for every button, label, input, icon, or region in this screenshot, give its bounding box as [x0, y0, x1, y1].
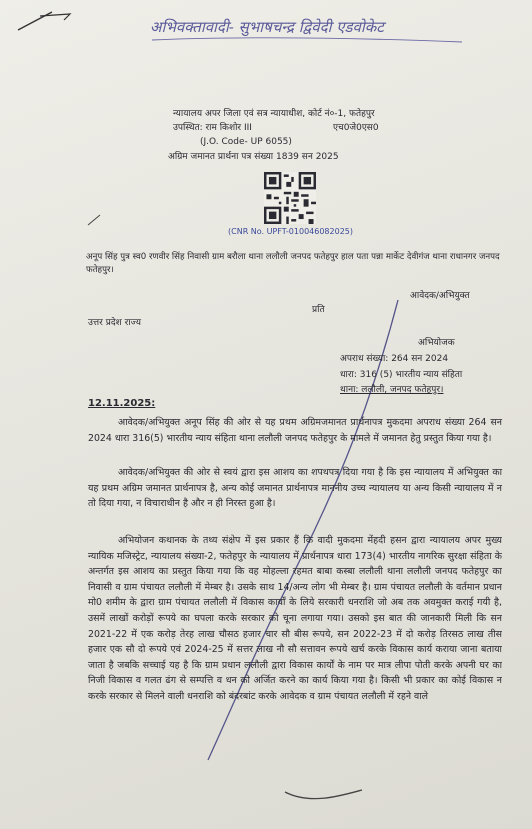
handwriting-underline: [152, 38, 462, 42]
versus-label: प्रति: [312, 305, 325, 315]
presiding-officer: उपस्थित: राम किशोर III: [173, 123, 252, 133]
qr-code: [262, 172, 318, 224]
order-date: 12.11.2025:: [88, 398, 156, 409]
police-station: थाना: ललौली, जनपद फतेहपुर।: [340, 385, 444, 395]
applicant-details: अनूप सिंह पुत्र स्व0 रणवीर सिंह निवासी ग्राम बरौला थाना ललौली जनपद फतेहपुर हाल पता पन्ना मार्केट देवीगंज थाना राधानगर जनपद फतेहपुर।: [86, 252, 500, 275]
crime-number: अपराध संख्या: 264 सन 2024: [340, 354, 449, 364]
advocate-handwritten-name: अभिवक्तावादी- सुभाषचन्द्र द्विवेदी एडवोकेट: [150, 18, 384, 36]
pen-arrow-mark: [40, 14, 70, 20]
bail-application-number: अग्रिम जमानत प्रार्थना पत्र संख्या 1839 सन 2025: [168, 152, 339, 162]
order-paragraph-1: आवेदक/अभियुक्त अनूप सिंह की ओर से यह प्रथम अग्रिमजमानत प्रार्थनापत्र मुकदमा अपराध संख्या 264 सन 2024 धारा 316(5) भारतीय न्याय संहिता थाना ललौली जनपद फतेहपुर के मामले में जमानत हेतु प्रस्तुत किया गया है।: [88, 417, 502, 444]
ej-code: एच0जे0एस0: [333, 123, 379, 133]
order-paragraph-3: अभियोजन कथानक के तथ्य संक्षेप में इस प्रकार हैं कि वादी मुकदमा मेंहदी हसन द्वारा न्यायालय अपर मुख्य न्यायिक मजिस्ट्रेट, न्यायालय संख्या-2, फतेहपुर के न्यायालय में प्रार्थनापत्र धारा 173(4) भारतीय नागरिक सुरक्षा संहिता के अन्तर्गत इस आशय का प्रस्तुत किया गया कि वह मोहल्ला रहमत बाबा कस्बा ललौली थाना ललौली जनपद फतेहपुर का निवासी व ग्राम पंचायत ललौली में मेम्बर है। उसके साथ 14/अन्य लोग भी मेम्बर है। ग्राम पंचायत ललौली के वर्तमान प्रधान मो0 शमीम के द्वारा ग्राम पंचायत ललौली में विकास कार्यों के लिये सरकारी धनराशि जो अब तक अवमुक्त कराई गयी है, उसमें लाखों करोड़ों रूपये का घपला करके सरकार को चूना लगाया गया। उसको इस बात की जानकारी मिली कि सन 2021-22 में एक करोड़ तेरह लाख चौसठ हजार चार सौ बीस रूपये, सन 2022-23 में दो करोड़ तिरसठ लाख तीस हजार एक सौ दो रूपये एवं 2024-25 में सत्तर लाख नौ सौ सत्तावन रूपये खर्च करके विकास कार्य कराया जाना बताया जाता है जबकि सच्चाई यह है कि ग्राम प्रधान ललौली द्वारा विकास कार्यों के नाम पर मात्र लीपा पोती करके अपनी घर का निजी विकास व गलत ढंग से सम्पत्ति व धन को अर्जित करने का कार्य किया गया है। किसी भी प्रकार का कोई विकास न करके सरकार से मिलने वाली धनराशि को बंदरबांट करके आवेदक व ग्राम पंचायत ललौली में रहने वाले: [88, 535, 502, 702]
applicant-role: आवेदक/अभियुक्त: [410, 291, 470, 301]
order-paragraph-2: आवेदक/अभियुक्त की ओर से स्वयं द्वारा इस आशय का शपथपत्र दिया गया है कि इस न्यायालय में अभियुक्त का यह प्रथम अग्रिम जमानत प्रार्थनापत्र है, अन्य कोई जमानत प्रार्थनापत्र माननीय उच्च न्यायालय या अन्य किसी न्यायालय में न तो दिया गया, न विचाराधीन है और न ही निरस्त हुआ है।: [88, 467, 502, 510]
respondent-role: अभियोजक: [418, 338, 455, 348]
jo-code: (J.O. Code- UP 6055): [200, 137, 292, 147]
respondent-name: उत्तर प्रदेश राज्य: [88, 318, 141, 328]
pen-mark-top-left: [18, 12, 52, 30]
court-name: न्यायालय अपर जिला एवं सत्र न्यायाधीश, कोर्ट नं०-1, फतेहपुर: [173, 109, 375, 119]
legal-section: धारा: 316 (5) भारतीय न्याय संहिता: [340, 370, 463, 380]
pen-tick-mark: [88, 215, 100, 225]
cnr-number: (CNR No. UPFT-010046082025): [228, 227, 353, 236]
signature-scrawl: [285, 790, 362, 799]
